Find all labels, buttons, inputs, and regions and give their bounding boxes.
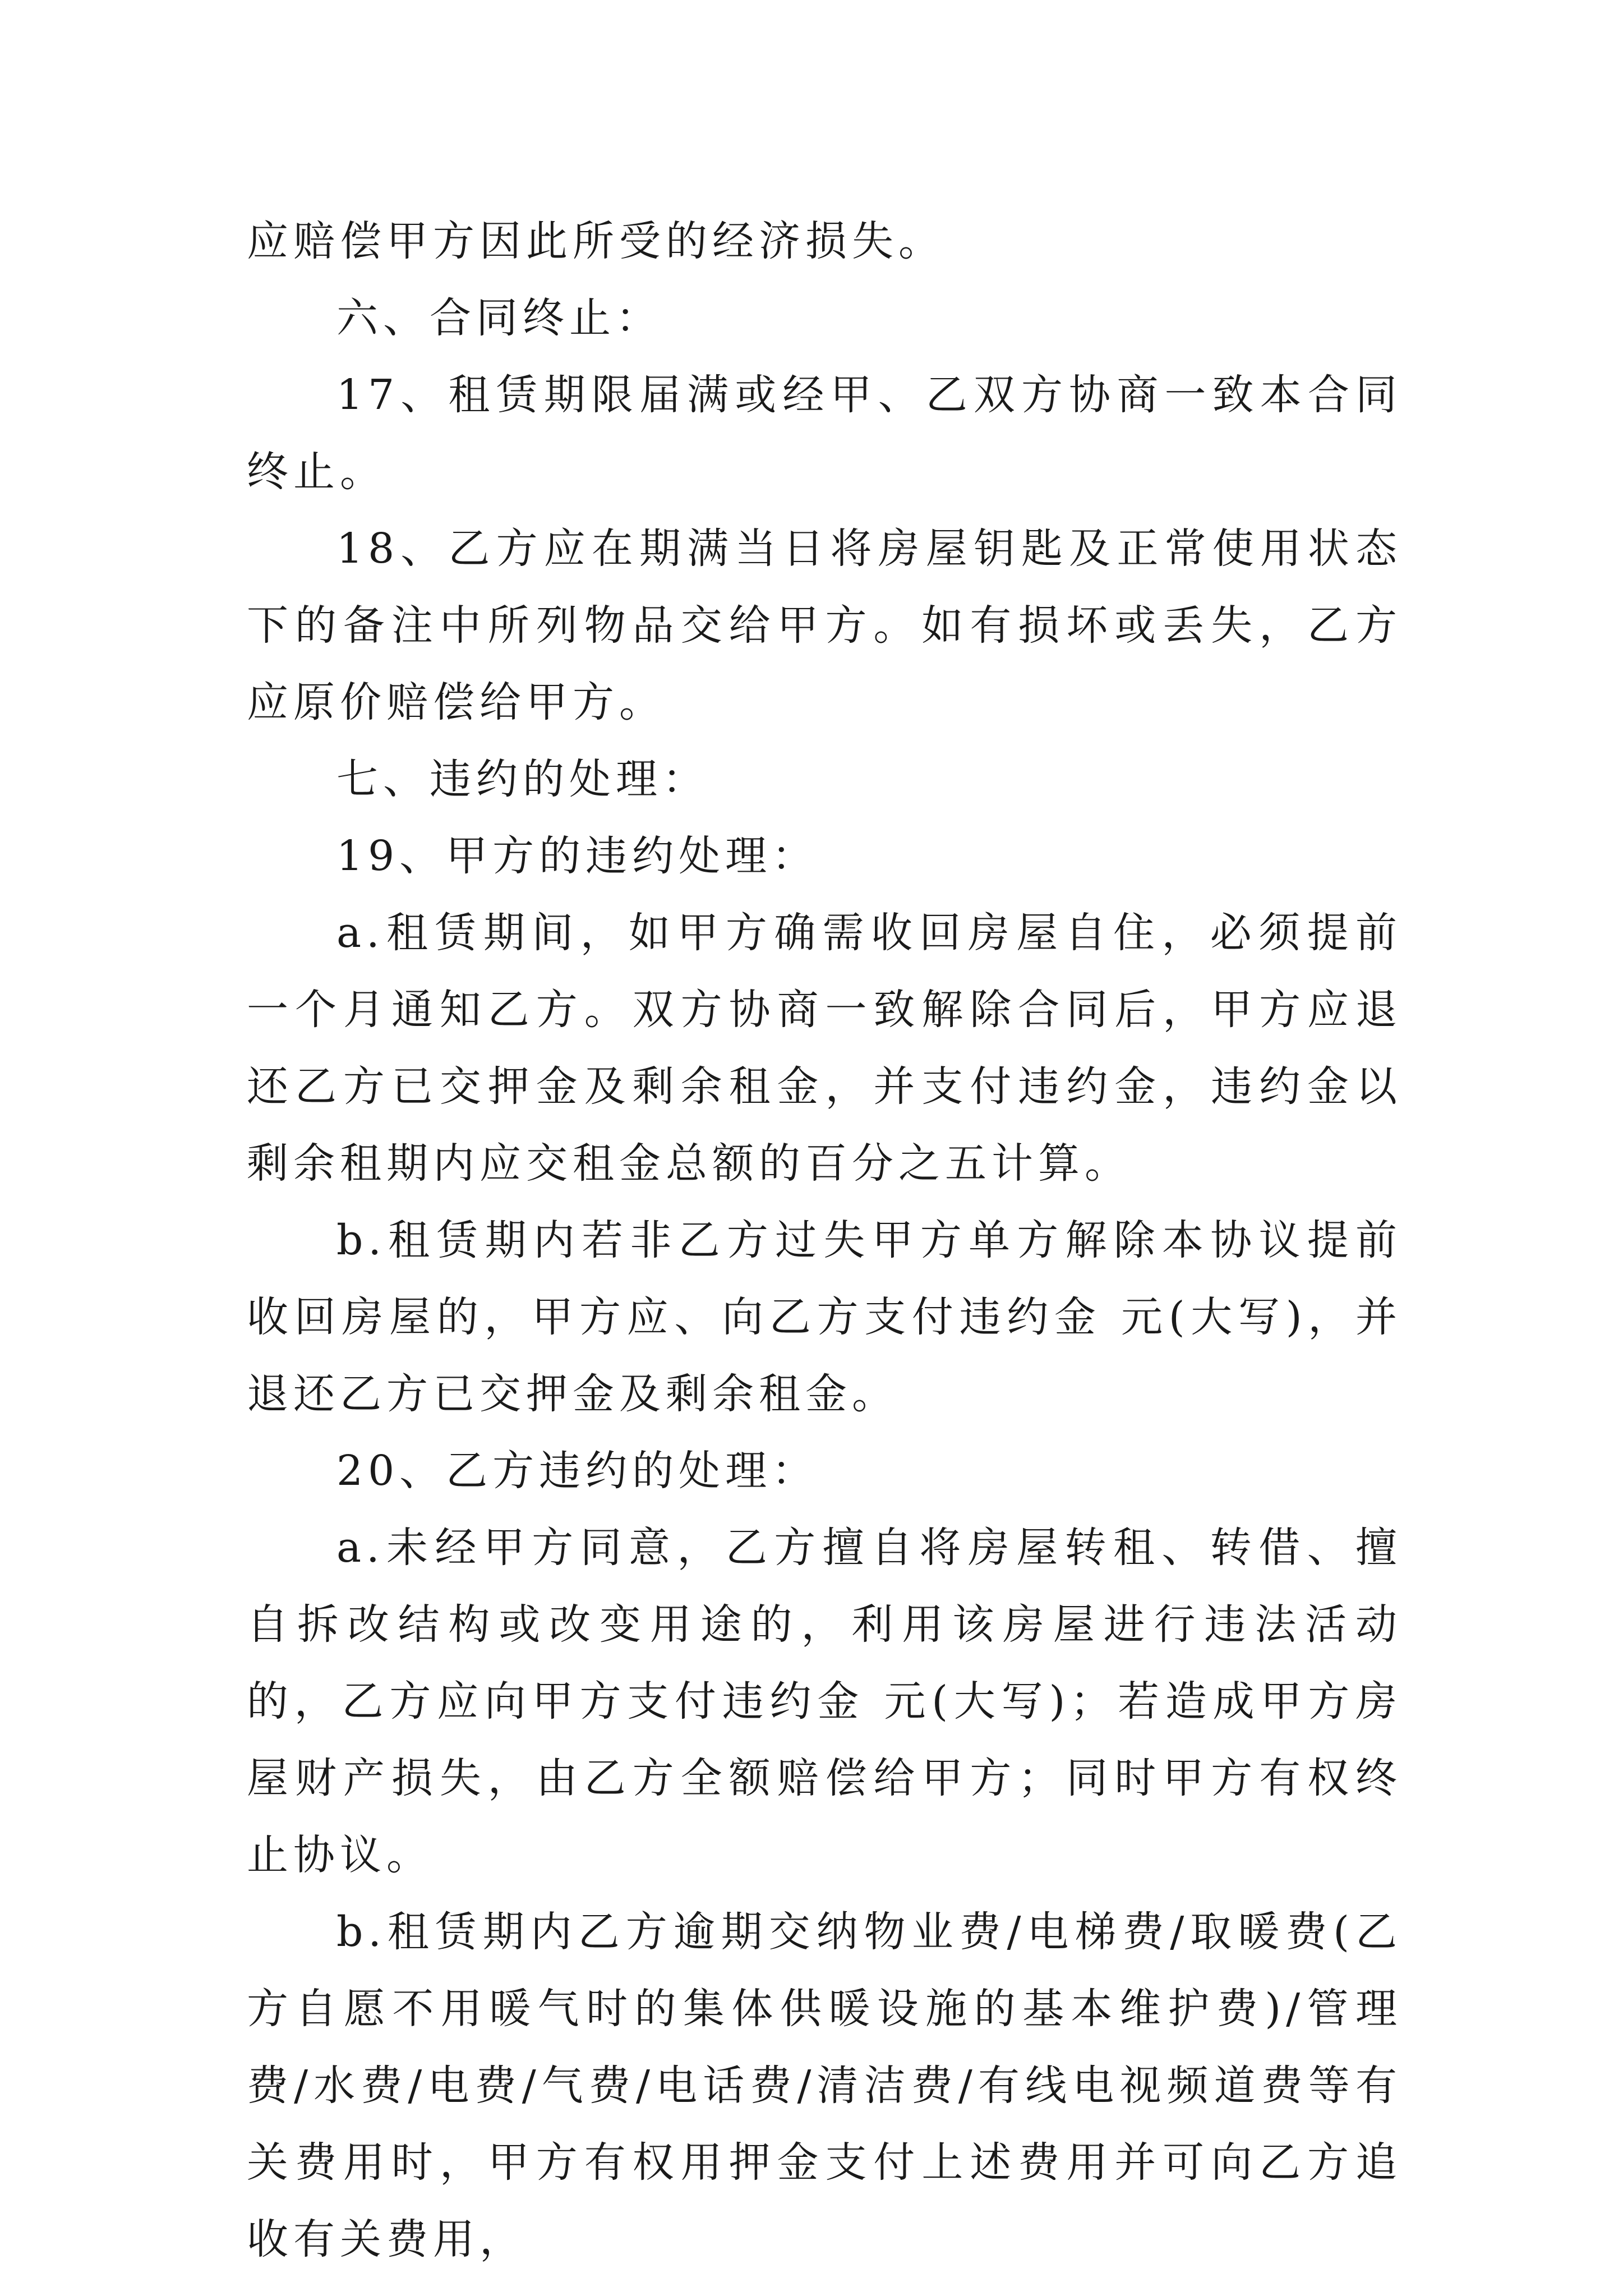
- document-body: [247, 203, 1402, 2278]
- clause-19-heading: 19、甲方的违约处理：: [336, 832, 819, 880]
- clause-17: 17、租赁期限届满或经甲、乙双方协商一致本合同终止。: [247, 371, 1402, 496]
- section-heading-contract-termination: 六、合同终止：: [336, 294, 662, 342]
- clause-20-a: a.未经甲方同意，乙方擅自将房屋转租、转借、擅自拆改结构或改变用途的，利用该房屋进行违法活动的，乙方应向甲方支付违约金 元(大写)；若造成甲方房屋财产损失，由乙方全额赔偿给甲方；同时甲方有权终止协议。: [247, 1524, 1402, 1879]
- paragraph-continuation: 应赔偿甲方因此所受的经济损失。: [247, 217, 945, 265]
- clause-19-b: b.租赁期内若非乙方过失甲方单方解除本协议提前收回房屋的，甲方应、向乙方支付违约金 元(大写)，并退还乙方已交押金及剩余租金。: [247, 1216, 1402, 1418]
- clause-20-heading: 20、乙方违约的处理：: [336, 1447, 819, 1495]
- clause-18: 18、乙方应在期满当日将房屋钥匙及正常使用状态下的备注中所列物品交给甲方。如有损坏或丢失，乙方应原价赔偿给甲方。: [247, 524, 1402, 726]
- clause-20-b: b.租赁期内乙方逾期交纳物业费/电梯费/取暖费(乙方自愿不用暖气时的集体供暖设施的基本维护费)/管理费/水费/电费/气费/电话费/清洁费/有线电视频道费等有关费用时，甲方有权用押金支付上述费用并可向乙方追收有关费用，: [247, 1908, 1402, 2263]
- section-heading-breach-handling: 七、违约的处理：: [336, 755, 709, 803]
- clause-19-a: a.租赁期间，如甲方确需收回房屋自住，必须提前一个月通知乙方。双方协商一致解除合同后，甲方应退还乙方已交押金及剩余租金，并支付违约金，违约金以剩余租期内应交租金总额的百分之五计算。: [247, 909, 1402, 1188]
